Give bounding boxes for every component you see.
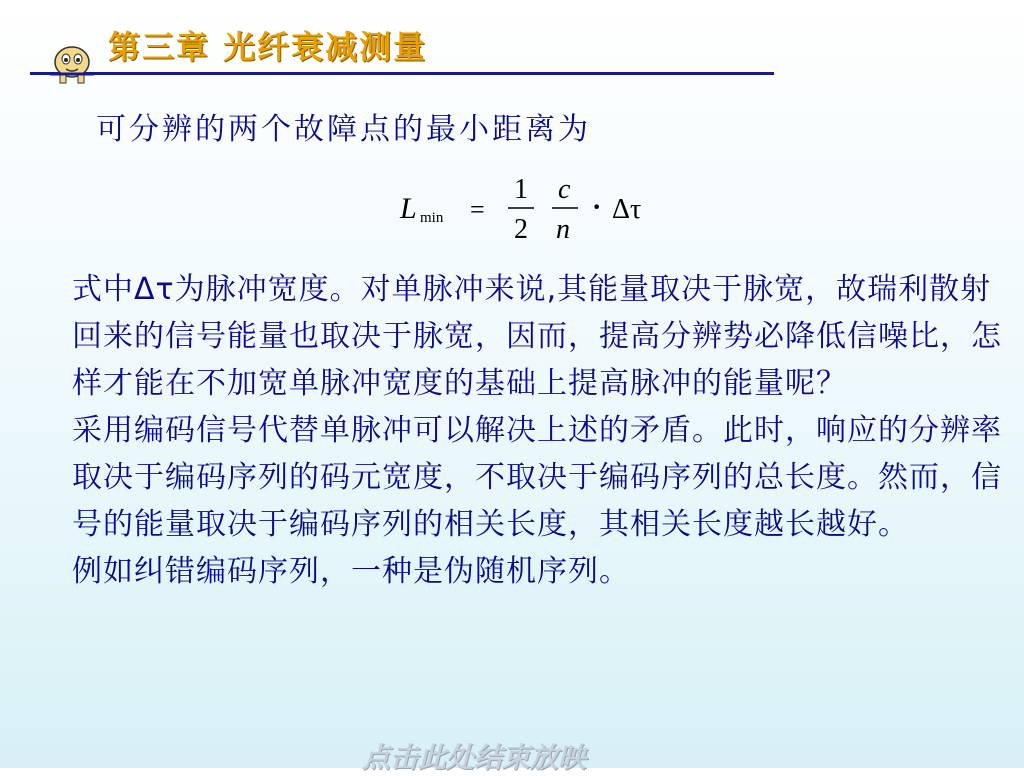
formula-frac2-den: n — [556, 214, 570, 244]
end-show-link[interactable]: 点击此处结束放映 — [362, 741, 587, 774]
formula-frac2-num: c — [558, 174, 571, 205]
paragraph-1: 式中Δτ为脉冲宽度。对单脉冲来说,其能量取决于脉宽，故瑞利散射回来的信号能量也取决于脉宽，因而，提高分辨势必降低信噪比，怎样才能在不加宽单脉冲宽度的基础上提高脉冲的能量呢？ — [72, 272, 1002, 401]
paragraph-2: 采用编码信号代替单脉冲可以解决上述的矛盾。此时，响应的分辨率取决于编码序列的码元宽度，不取决于编码序列的总长度。然而，信号的能量取决于编码序列的相关长度，其相关长度越长越好。 — [72, 413, 1002, 542]
formula-delta-tau: Δτ — [612, 194, 642, 225]
body-text — [72, 266, 1012, 595]
cartoon-face-icon — [44, 42, 100, 84]
formula-equals: = — [470, 195, 485, 224]
min-distance-formula — [398, 172, 668, 244]
formula-dot: · — [592, 192, 602, 223]
formula-lhs: L — [400, 192, 417, 225]
formula-lhs-sub: min — [420, 210, 444, 226]
intro-text: 可分辨的两个故障点的最小距离为 — [96, 112, 591, 147]
paragraph-3: 例如纠错编码序列，一种是伪随机序列。 — [72, 554, 630, 589]
formula-frac1-num: 1 — [514, 174, 528, 205]
formula-frac1-den: 2 — [514, 214, 528, 244]
chapter-title: 第三章 光纤衰减测量 — [108, 28, 428, 66]
header-rule — [30, 72, 774, 75]
